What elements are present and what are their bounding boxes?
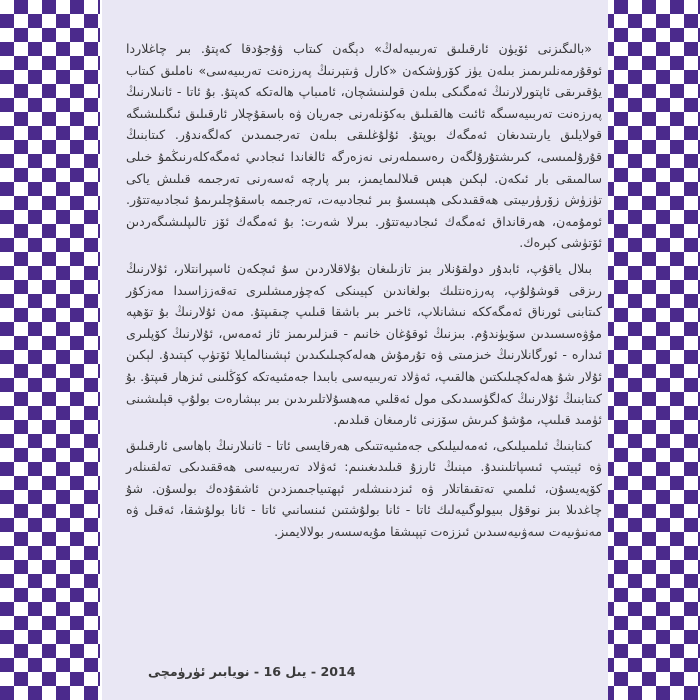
paragraph-2: بىلال ياقۇپ، ئابدۇر دولقۇنلار بىز تازىلىغان بۇلاقلاردىن سۇ ئىچكەن ئاسپرانتلار، ئۇلارنىڭ رىزقى قوشۇلۇپ، پەرزەنتلىك بولغاندىن كېيىنكى كەچۈرمىشلىرى تەقەززاسىدا مەزكۇر كىتابنى ئورناق ئەمگەككە نىشانلاپ، ئاخىر بىر باشقا قىلىپ چىقىپتۇ. مەن ئۇلارنىڭ بۇ تۆھپە مۇۋەسسىدىن سۆيۈندۇم. بىزنىڭ ئوقۇغان خانىم - قىزلىرىمىز ئاز ئەمەس، ئۇلارنىڭ كۆپلىرى ئىدارە - ئورگانلارنىڭ خىزمىتى ۋە تۇرمۇش ھەلەكچىلىكىدىن ئېشىنالمايلا ئۆتۈپ كېتىدۇ. لېكىن ئۇلار شۇ ھەلەكچىلىكتىن ھالقىپ، ئەۋلاد تەربىيەسى بابىدا جەمئىيەتكە كۆڭلىنى ئىزھار قىپتۇ. بۇ كىتابنىڭ ئۇلارنىڭ كەلگۈسىدىكى مول ئەقلىي مەھسۇلاتلىرىدىن بىر بېشارەت بولۇپ قېلىشىنى ئۈمىد قىلىپ، مۇشۇ كىرىش سۆزنى ئارمىغان قىلدىم. <box>126 260 602 428</box>
left-checker-border <box>0 0 100 700</box>
date-place-line: 2014 - يىل 16 - نويابىر ئۈرۈمچى <box>148 664 356 679</box>
paragraph-3: كىتابنىڭ ئىلمىيلىكى، ئەمەلىيلىكى جەمئىيەتتىكى ھەرقايسى ئاتا - ئانىلارنىڭ باھاسى ئارقىلىق ۋە ئېيتىپ ئىسپاتلىنىدۇ. مېنىڭ ئارزۇ قىلىدىغىنىم: ئەۋلاد تەربىيەسى ھەققىدىكى تەلقىنلەر كۆپەيسۇن، ئىلمىي تەتقىقاتلار ۋە ئىزدىنىشلەر ئېھتىياجىمىزدىن ئاشقۇدەك بولسۇن. شۇ چاغدىلا بىز نوقۇل بىيولوگىيەلىك ئاتا - ئانا بولۇشتىن ئىنسانىي ئاتا - ئانا بولۇشقا، ئەقىل ۋە مەنىۋىيەت سەۋىيەسىدىن ئىززەت تېپىشقا مۇيەسسەر بولالايمىز. <box>126 437 602 540</box>
right-checker-border <box>600 0 700 700</box>
body-text <box>126 38 602 547</box>
paragraph-1: «بالىگىزنى ئۆيۈن ئارقىلىق تەربىيەلەڭ» دېگەن كىتاب ۋۇجۇدقا كەپتۇ. بىر چاغلاردا ئوقۇرمەنلىرىمىز بىلەن يۈز كۆرۈشكەن «كارل ۋىتېرنىڭ پەرزەنت تەربىيەسى» ناملىق كىتاب يۇقىرىقى ئاپتورلارنىڭ ئەمگىكى بىلەن قولىنىشچان، ئامىباپ ھالەتكە كەپتۇ. بۇ ئاتا - ئانىلارنىڭ پەرزەنت تەربىيەسىگە ئائىت ھالقىلىق بەكۆنلەرنى جەريان ۋە باسقۇچلار ئارقىلىق ئىگىلىشىگە قولايلىق يارىتىدىغان ئەمگەك بوپتۇ. ئۇلۇغلىقى بىلەن تەرجىمىدىن كەلگەندۇر. كىتابنىڭ قۇرۇلمىسى، كىرىشتۇرۇلگەن رەسىملەرنى نەزەرگە ئالغاندا ئىجادىي ئەمگەكلەرنىڭمۇ خىلى سالمىقى بار ئىكەن. لېكىن ھېس قىلالىمايمىز، بىر پارچە ئەسەرنى تەرجىمە قىلىش ياكى تۈزۈش زۆرۈرىيىتى ھەققىدىكى ھېسسۇ بىر ئىجادىيەت، تەرجىمە باسقۇچلىرىمۇ ئىجادىيەتتۇر. ئومۇمەن، ھەرقانداق ئەمگەك ئىجادىيەتتۇر. بىرلا شەرت: بۇ ئەمگەك ئۆز تالىپلىشىگەردىن ئۆتۈشى كېرەك. <box>126 41 602 251</box>
